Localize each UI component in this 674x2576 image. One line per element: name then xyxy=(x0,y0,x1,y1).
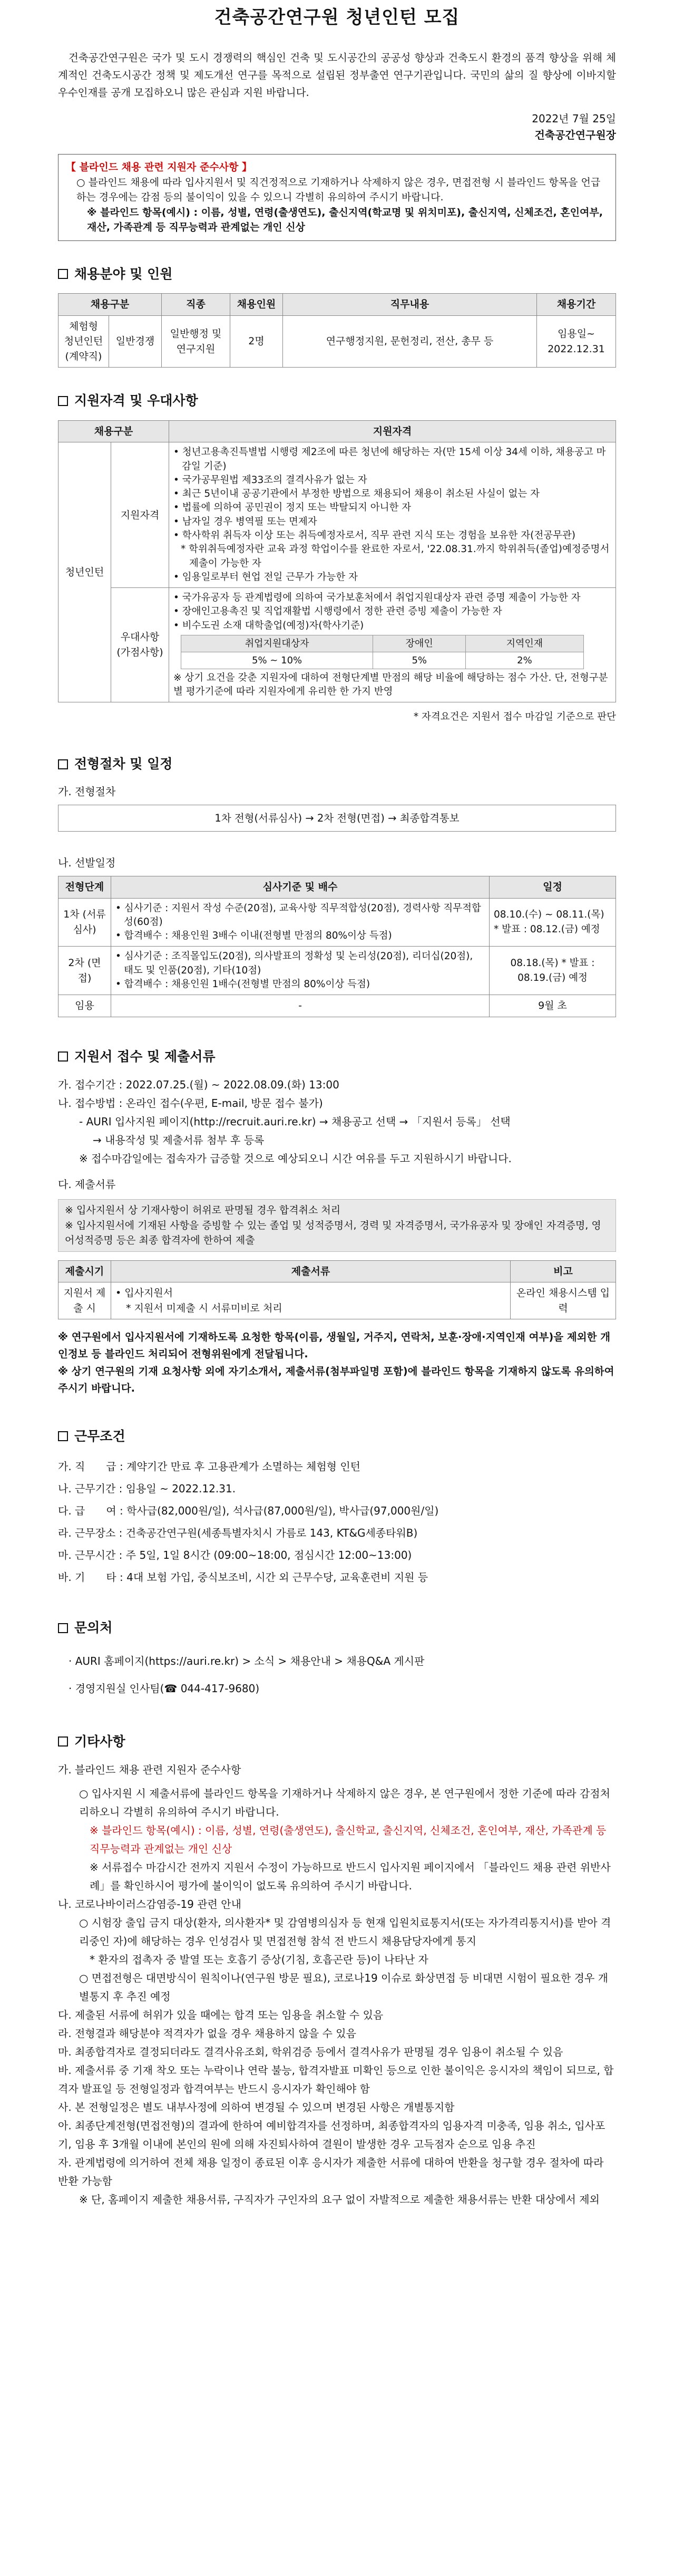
qualifications-table xyxy=(58,420,616,702)
etc-i: 자. 관계법령에 의거하여 전체 채용 일정이 종료된 이후 응시자가 제출한 서류에 대하여 반환을 청구할 경우 절차에 따라 반환 가능함 xyxy=(58,2156,604,2188)
cell-criteria xyxy=(111,947,490,995)
criteria-list xyxy=(115,902,485,943)
etc-e: 마. 최종합격자로 결정되더라도 결격사유조회, 학위검증 등에서 결격사유가 판명될 경우 임용이 취소될 수 있음 xyxy=(58,2046,563,2059)
table-row xyxy=(58,947,616,995)
section-heading-conditions: 근무조건 xyxy=(58,1426,616,1446)
pref-list xyxy=(173,591,611,633)
cell-criteria xyxy=(111,898,490,947)
table-header-row xyxy=(58,420,616,442)
docs-notice-line2: ※ 입사지원서에 기재된 사항을 증빙할 수 있는 졸업 및 성적증명서, 경력 및 자격증명서, 국가유공자 및 장애인 자격증명, 영어성적증명 등은 최종 합격자에 한하여 제출 xyxy=(65,1219,601,1247)
header-cell: 제출시기 xyxy=(58,1260,111,1282)
docs-warning1: ※ 연구원에서 입사지원서에 기재하도록 요청한 항목(이름, 생월일, 거주지, 연락처, 보훈·장애·지역인재 여부)을 제외한 개인정보 등 블라인드 처리되어 전형위원에게 전달됩니다. xyxy=(58,1331,611,1361)
schedule-table xyxy=(58,876,616,1017)
header-cell: 채용기간 xyxy=(537,294,616,316)
etc-b: 나. 코로나바이러스감염증-19 관련 안내 xyxy=(58,1898,241,1911)
contact-homepage-link[interactable]: · AURI 홈페이지(https://auri.re.kr) > 소식 > 채용안내 > 채용Q&A 게시판 xyxy=(69,1654,425,1667)
table-row xyxy=(58,898,616,947)
blind-notice-title: 【 블라인드 채용 관련 지원자 준수사항 】 xyxy=(66,161,252,173)
etc-f: 바. 제출서류 중 기재 착오 또는 누락이나 연락 불능, 합격자발표 미확인 등으로 인한 불이익은 응시자의 책임이 되므로, 합격자 발표일 등 전형일정과 합격여부는 반드시 응시자가 확인해야 함 xyxy=(58,2064,614,2096)
cell-pref-label: 우대사항 (가점사항) xyxy=(111,588,169,702)
org-head: 건축공간연구원장 xyxy=(534,129,616,142)
list-item: 다. 급 여 : 학사급(82,000원/일), 석사급(87,000원/일), 박사급(97,000원/일) xyxy=(58,1504,439,1518)
etc-a1: ○ 입사지원 시 제출서류에 블라인드 항목을 기재하거나 삭제하지 않은 경우, 본 연구원에서 정한 기준에 따라 감점처리하오니 각별히 유의하여 주시기 바랍니다. xyxy=(79,1787,610,1819)
section-heading-positions: 채용분야 및 인원 xyxy=(58,264,616,284)
header-cell: 제출서류 xyxy=(111,1260,511,1282)
app-method-note: ※ 접수마감일에는 접속자가 급증할 것으로 예상되오니 시간 여유를 두고 지원하시기 바랍니다. xyxy=(79,1152,512,1165)
positions-table xyxy=(58,293,616,368)
contact-phone: · 경영지원실 인사팀(☎ 044-417-9680) xyxy=(69,1682,260,1695)
doc-item-note: * 지원서 미제출 시 서류미비로 처리 xyxy=(126,1302,282,1314)
etc-b1: ○ 시험장 출입 금지 대상(환자, 의사환자* 및 감염병의심자 등 현재 입원치료통지서(또는 자가격리통지서)를 받아 격리중인 자)에 해당하는 경우 인성검사 및 면접전형 참석 전 반드시 채용담당자에게 통지 xyxy=(79,1916,611,1948)
criteria-list xyxy=(115,950,485,991)
table-row xyxy=(58,588,616,702)
section-heading-qualifications: 지원자격 및 우대사항 xyxy=(58,391,616,411)
header-cell: 심사기준 및 배수 xyxy=(111,876,490,899)
header-cell: 장애인 xyxy=(373,635,466,652)
blind-notice-box xyxy=(58,154,616,241)
etc-g: 사. 본 전형일정은 별도 내부사정에 의하여 변경될 수 있으며 변경된 사항은 개별통지함 xyxy=(58,2101,455,2114)
docs-warning2: ※ 상기 연구원의 기재 요청사항 외에 자기소개서, 제출서류(첨부파일명 포함)에 블라인드 항목을 기재하지 않도록 유의하여 주시기 바랍니다. xyxy=(58,1365,614,1394)
table-header-row xyxy=(58,876,616,899)
cell xyxy=(111,1282,511,1319)
app-method-step1: - AURI 입사지원 페이지(http://recruit.auri.re.kr) → 채용공고 선택 → 「지원서 등록」 선택 xyxy=(79,1115,511,1128)
cell-schedule: 08.18.(목) * 발표 : 08.19.(금) 예정 xyxy=(490,947,616,995)
etc-a3: ※ 서류접수 마감시간 전까지 지원서 수정이 가능하므로 반드시 입사지원 페이지에서 「블라인드 채용 관련 위반사례」를 확인하시어 평가에 불이익이 없도록 유의하여 주시기 바랍니다. xyxy=(90,1861,611,1893)
cell-stage: 1차 (서류심사) xyxy=(58,898,111,947)
table-row xyxy=(58,315,616,368)
list-item: • 임용일로부터 현업 전일 근무가 가능한 자 xyxy=(173,571,358,583)
table-row xyxy=(58,995,616,1017)
cell: 임용일~ 2022.12.31 xyxy=(537,315,616,368)
qual-footnote: * 자격요건은 지원서 접수 마감일 기준으로 판단 xyxy=(413,711,616,722)
list-item: • 심사기준 : 지원서 작성 수준(20점), 교육사항 직무적합성(20점), 경력사항 직무적합성(60점) xyxy=(115,902,481,928)
etc-c: 다. 제출된 서류에 허위가 있을 때에는 합격 또는 임용을 취소할 수 있음 xyxy=(58,2009,384,2022)
cell: 체험형 청년인턴 (계약직) xyxy=(58,315,109,368)
list-item: • 비수도권 소재 대학출업(예정)자(학사기준) xyxy=(173,620,364,631)
square-bullet-icon xyxy=(58,759,68,769)
etc-a2: ※ 블라인드 항목(예시) : 이름, 성별, 연령(출생연도), 출신학교, 출신지역, 신체조건, 혼인여부, 재산, 가족관계 등 직무능력과 관계없는 개인 신상 xyxy=(90,1824,607,1856)
list-item: 나. 근무기간 : 임용일 ~ 2022.12.31. xyxy=(58,1482,236,1496)
header-cell: 전형단계 xyxy=(58,876,111,899)
cell-schedule: 9월 초 xyxy=(490,995,616,1017)
section-heading-application: 지원서 접수 및 제출서류 xyxy=(58,1047,616,1067)
list-item: • 장애인고용촉진 및 직업재활법 시행령에서 정한 관련 증빙 제출이 가능한 자 xyxy=(173,606,502,618)
list-item: • 국가유공자 등 관계법령에 의하여 국가보훈처에서 취업지원대상자 관련 증명 제출이 가능한 자 xyxy=(173,592,581,604)
cell-stage: 임용 xyxy=(58,995,111,1017)
square-bullet-icon xyxy=(58,269,68,279)
header-cell: 취업지원대상자 xyxy=(181,635,373,652)
header-cell: 지원자격 xyxy=(169,420,616,442)
cell: 2% xyxy=(466,652,583,669)
process-sub-b: 나. 선발일정 xyxy=(58,856,116,870)
header-cell: 채용인원 xyxy=(230,294,283,316)
square-bullet-icon xyxy=(58,1051,68,1062)
section-heading-process: 전형절차 및 일정 xyxy=(58,754,616,774)
etc-i1: ※ 단, 홈페이지 제출한 채용서류, 구직자가 구인자의 요구 없이 자발적으로 제출한 채용서류는 반환 대상에서 제외 xyxy=(79,2193,600,2206)
process-flow: 1차 전형(서류심사) → 2차 전형(면접) → 최종합격통보 xyxy=(58,805,616,832)
etc-b3: ○ 면접전형은 대면방식이 원칙이나(연구원 방문 필요), 코로나19 이슈로 화상면접 등 비대면 시험이 필요한 경우 개별통지 후 추진 예정 xyxy=(79,1972,608,2003)
etc-a: 가. 블라인드 채용 관련 지원자 준수사항 xyxy=(58,1763,241,1777)
table-row xyxy=(58,1282,616,1319)
intro-paragraph: 건축공간연구원은 국가 및 도시 경쟁력의 핵심인 건축 및 도시공간의 공공성 향상과 건축도시 환경의 품격 향상을 위해 체계적인 건축도시공간 정책 및 제도개선 연구를 목적으로 설립된 정부출연 연구기관입니다. 국민의 삶의 질 향상에 이바지할 우수인재를 공개 모집하오니 많은 관심과 지원 바랍니다. xyxy=(58,52,616,99)
list-item: • 법률에 의하여 공민권이 정지 또는 박탈되지 아니한 자 xyxy=(173,502,412,514)
cell: 일반행정 및 연구지원 xyxy=(162,315,230,368)
cell-stage: 2차 (면접) xyxy=(58,947,111,995)
etc-d: 라. 전형결과 해당분야 적격자가 없을 경우 채용하지 않을 수 있음 xyxy=(58,2027,356,2040)
header-cell: 직무내용 xyxy=(283,294,537,316)
cell: 5% ~ 10% xyxy=(181,652,373,669)
square-bullet-icon xyxy=(58,1623,68,1633)
cell: 2명 xyxy=(230,315,283,368)
list-item: • 심사기준 : 조직몰입도(20점), 의사발표의 정확성 및 논리성(20점), 리더십(20점), 태도 및 인품(20점), 기타(10점) xyxy=(115,951,473,976)
list-item: 라. 근무장소 : 건축공간연구원(세종특별자치시 가름로 143, KT&G세종타워B) xyxy=(58,1527,418,1540)
cell: 온라인 채용시스템 입력 xyxy=(511,1282,616,1319)
app-docs-heading: 다. 제출서류 xyxy=(58,1178,116,1191)
list-item: • 합격배수 : 채용인원 1배수(전형별 만점의 80%이상 득점) xyxy=(115,978,370,990)
cell-criteria: - xyxy=(111,995,490,1017)
cell-pref-items xyxy=(169,588,616,702)
doc-item: • 입사지원서 xyxy=(115,1287,173,1299)
conditions-list xyxy=(58,1455,616,1588)
process-sub-a: 가. 전형절차 xyxy=(58,785,116,798)
app-period: 가. 접수기간 : 2022.07.25.(월) ~ 2022.08.09.(화) 13:00 xyxy=(58,1078,339,1092)
cell-qual-label: 지원자격 xyxy=(111,442,169,588)
docs-notice-box xyxy=(58,1199,616,1252)
table-header-row xyxy=(58,294,616,316)
list-item: • 청년고용촉진특별법 시행령 제2조에 따른 청년에 해당하는 자(만 15세 이상 34세 이하, 채용공고 마감일 기준) xyxy=(173,447,606,472)
blind-notice-body1: ○ 블라인드 채용에 따라 입사지원서 및 직건정적으로 기재하거나 삭제하지 않은 경우, 면접전형 시 블라인드 항목을 언급하는 경우에는 감점 등의 불이익이 있을 수 있으니 각별히 유의하여 주시기 바랍니다. xyxy=(76,176,601,204)
list-item: • 남자일 경우 병역필 또는 면제자 xyxy=(173,516,317,527)
list-item: * 학위취득예정자란 교육 과정 학업이수를 완료한 자로서, '22.08.31.까지 학위취득(졸업)예정증명서 제출이 가능한 자 xyxy=(181,544,610,569)
table-header-row xyxy=(58,1260,616,1282)
cell: 연구행정지원, 문헌정리, 전산, 총무 등 xyxy=(283,315,537,368)
announce-date: 2022년 7월 25일 xyxy=(532,112,616,126)
pref-score-table xyxy=(181,635,584,669)
section-heading-contact: 문의처 xyxy=(58,1618,616,1638)
header-cell: 지역인재 xyxy=(466,635,583,652)
header-cell: 일정 xyxy=(490,876,616,899)
contact-list xyxy=(58,1647,616,1702)
list-item: • 학사학위 취득자 이상 또는 취득예정자로서, 직무 관련 지식 또는 경험을 보유한 자(전공무관) xyxy=(173,530,576,542)
pref-note: ※ 상기 요건을 갖춘 지원자에 대하여 전형단계별 만점의 해당 비율에 해당하는 점수 가산. 단, 전형구분별 평가기준에 따라 지원자에게 유리한 한 가지 반영 xyxy=(173,672,608,697)
list-item: • 합격배수 : 채용인원 3배수 이내(전형별 만점의 80%이상 득점) xyxy=(115,930,392,942)
header-cell: 직종 xyxy=(162,294,230,316)
page-title: 건축공간연구원 청년인턴 모집 xyxy=(214,7,460,28)
header-cell: 채용구분 xyxy=(58,420,169,442)
header-cell: 채용구분 xyxy=(58,294,162,316)
square-bullet-icon xyxy=(58,396,68,406)
cell: 5% xyxy=(373,652,466,669)
cell-qual-items xyxy=(169,442,616,588)
docs-notice-line1: ※ 입사지원서 상 기재사항이 허위로 판명될 경우 합격취소 처리 xyxy=(65,1204,341,1217)
etc-b2: * 환자의 접촉자 중 발열 또는 호흡기 증상(기침, 호흡곤란 등)이 나타난 자 xyxy=(90,1953,428,1966)
docs-table xyxy=(58,1260,616,1320)
list-item: 바. 기 타 : 4대 보험 가입, 중식보조비, 시간 외 근무수당, 교육훈련비 지원 등 xyxy=(58,1571,428,1584)
list-item: 마. 근무시간 : 주 5일, 1일 8시간 (09:00~18:00, 점심시간 12:00~13:00) xyxy=(58,1549,412,1562)
list-item: 가. 직 급 : 계약기간 만료 후 고용관계가 소멸하는 체험형 인턴 xyxy=(58,1460,360,1473)
square-bullet-icon xyxy=(58,1431,68,1441)
cell-group: 청년인턴 xyxy=(58,442,111,702)
cell: 지원서 제출 시 xyxy=(58,1282,111,1319)
app-method-step2: → 내용작성 및 제출서류 첨부 후 등록 xyxy=(93,1134,265,1147)
table-row xyxy=(58,442,616,588)
etc-h: 아. 최종단계전형(면접전형)의 결과에 한하여 예비합격자를 선정하며, 최종합격자의 임용자격 미충족, 임용 취소, 입사포기, 임용 후 3개월 이내에 본인의 원에 의해 자진퇴사하여 결원이 발생한 경우 고득점자 순으로 임용 추진 xyxy=(58,2119,605,2151)
section-heading-etc: 기타사항 xyxy=(58,1732,616,1752)
list-item: • 국가공무원법 제33조의 결격사유가 없는 자 xyxy=(173,474,367,486)
cell-schedule: 08.10.(수) ~ 08.11.(목) * 발표 : 08.12.(금) 예정 xyxy=(490,898,616,947)
header-cell: 비고 xyxy=(511,1260,616,1282)
table-row xyxy=(181,652,584,669)
app-method: 나. 접수방법 : 온라인 접수(우편, E-mail, 방문 접수 불가) xyxy=(58,1097,323,1110)
qual-list xyxy=(173,446,611,584)
list-item: • 최근 5년이내 공공기관에서 부정한 방법으로 채용되어 채용이 취소된 사실이 없는 자 xyxy=(173,488,540,500)
square-bullet-icon xyxy=(58,1736,68,1747)
blind-notice-body2: ※ 블라인드 항목(예시) : 이름, 성별, 연령(출생연도), 출신지역(학교명 및 위치미포), 출신지역, 신체조건, 혼인여부, 재산, 가족관계 등 직무능력과 관계없는 개인 신상 xyxy=(87,206,603,234)
cell: 일반경쟁 xyxy=(109,315,162,368)
table-header-row xyxy=(181,635,584,652)
